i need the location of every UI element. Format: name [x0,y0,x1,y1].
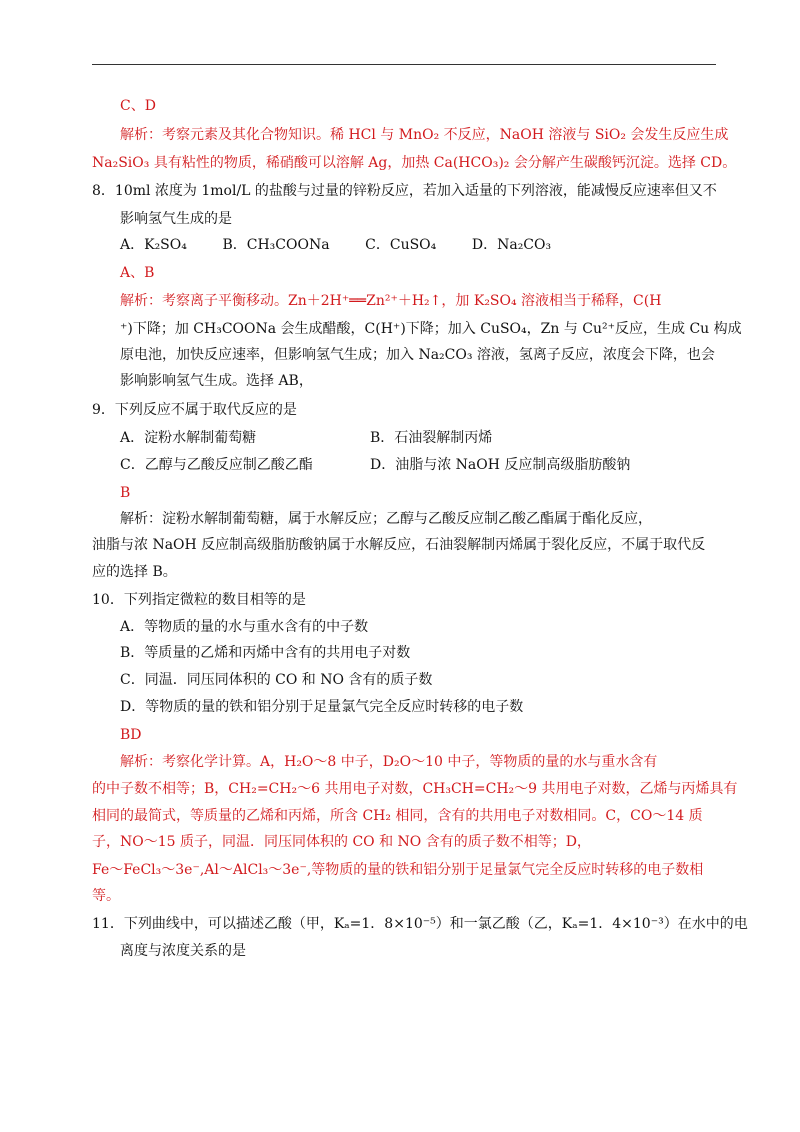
q11-stem-cont: 离度与浓度关系的是 [120,943,246,959]
q9-answer: B [120,485,131,501]
q10-option-b: B．等质量的乙烯和丙烯中含有的共用电子对数 [120,645,411,661]
q10-analysis-5: Fe～FeCl₃～3e⁻,Al～AlCl₃～3e⁻,等物质的量的铁和铝分别于足量氯气完全反应时转移的电子数相 [92,862,704,878]
q9-option-a: A．淀粉水解制葡萄糖 [120,430,257,446]
q8-analysis-4: 影响影响氢气生成。选择 AB， [120,373,313,389]
q9-option-d: D．油脂与浓 NaOH 反应制高级脂肪酸钠 [370,457,631,473]
q7-answer: C、D [120,98,156,114]
q9-stem: 9．下列反应不属于取代反应的是 [92,402,297,418]
q10-answer: BD [120,727,142,743]
q8-stem-cont: 影响氢气生成的是 [120,211,232,227]
q8-stem: 8．10ml 浓度为 1mol/L 的盐酸与过量的锌粉反应，若加入适量的下列溶液，能减慢反应速率但又不 [92,183,717,199]
q10-stem: 10．下列指定微粒的数目相等的是 [92,592,306,608]
q10-option-d: D．等物质的量的铁和铝分别于足量氯气完全反应时转移的电子数 [120,699,524,715]
q8-answer: A、B [120,265,155,281]
q9-analysis-1: 解析：淀粉水解制葡萄糖，属于水解反应；乙醇与乙酸反应制乙酸乙酯属于酯化反应， [120,511,652,527]
q8-options: A．K₂SO₄ B．CH₃COONa C．CuSO₄ D．Na₂CO₃ [120,237,552,253]
q9-option-b: B．石油裂解制丙烯 [370,430,493,446]
q8-analysis-1: 解析：考察离子平衡移动。Zn＋2H⁺══Zn²⁺＋H₂↑，加 K₂SO₄ 溶液相当于稀释，C(H [120,293,662,309]
q7-analysis-cont: Na₂SiO₃ 具有粘性的物质，稀硝酸可以溶解 Ag，加热 Ca(HCO₃)₂ 会分解产生碳酸钙沉淀。选择 CD。 [92,155,737,171]
q9-option-c: C．乙醇与乙酸反应制乙酸乙酯 [120,457,313,473]
q9-analysis-2: 油脂与浓 NaOH 反应制高级脂肪酸钠属于水解反应，石油裂解制丙烯属于裂化反应，不属于取代反 [92,537,706,553]
q8-analysis-3: 原电池，加快反应速率，但影响氢气生成；加入 Na₂CO₃ 溶液，氢离子反应，浓度会下降，也会 [120,347,715,363]
header-rule [92,64,716,65]
q10-analysis-3: 相同的最简式，等质量的乙烯和丙烯，所含 CH₂ 相同，含有的共用电子对数相同。C，CO～14 质 [92,808,703,824]
q10-analysis-6: 等。 [92,888,120,904]
q10-analysis-4: 子，NO～15 质子，同温．同压同体积的 CO 和 NO 含有的质子数不相等；D， [92,834,591,850]
q11-stem: 11．下列曲线中，可以描述乙酸（甲，Kₐ=1．8×10⁻⁵）和一氯乙酸（乙，Kₐ=1．4×10⁻³）在水中的电 [92,916,748,932]
q7-analysis: 解析：考察元素及其化合物知识。稀 HCl 与 MnO₂ 不反应，NaOH 溶液与 SiO₂ 会发生反应生成 [120,127,729,143]
q10-option-c: C．同温．同压同体积的 CO 和 NO 含有的质子数 [120,672,433,688]
q10-analysis-2: 的中子数不相等；B，CH₂=CH₂～6 共用电子对数，CH₃CH=CH₂～9 共用电子对数，乙烯与丙烯具有 [92,781,738,797]
q10-analysis-1: 解析：考察化学计算。A，H₂O～8 中子，D₂O～10 中子，等物质的量的水与重水含有 [120,754,658,770]
q8-analysis-2: ⁺)下降；加 CH₃COONa 会生成醋酸，C(H⁺)下降；加入 CuSO₄，Zn 与 Cu²⁺反应，生成 Cu 构成 [120,321,742,337]
q9-analysis-3: 应的选择 B。 [92,564,177,580]
q10-option-a: A．等物质的量的水与重水含有的中子数 [120,619,369,635]
